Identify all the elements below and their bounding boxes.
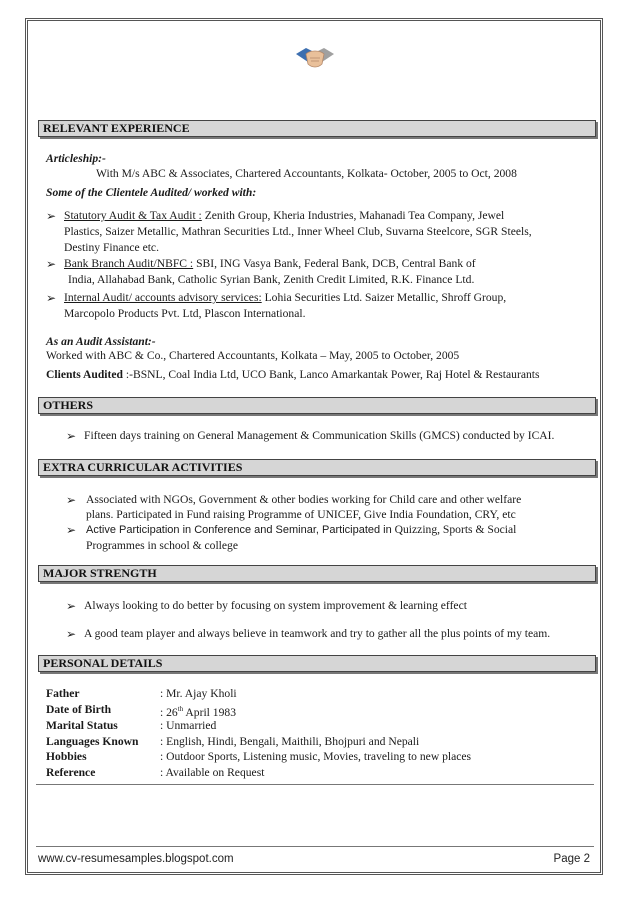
internal-audit-title: Internal Audit/ accounts advisory services: [64, 291, 262, 304]
articleship-label: Articleship:- [46, 152, 106, 165]
bank-audit-title: Bank Branch Audit/NBFC : [64, 257, 194, 270]
statutory-audit-line1: Zenith Group, Kheria Industries, Mahanadi Tea Company, Jewel [204, 209, 505, 222]
statutory-audit-line2: Plastics, Saizer Metallic, Mathran Securities Ltd., Inner Wheel Club, Suvarna Steelcore, SGR Steels, [64, 225, 532, 238]
dob-suffix: th [177, 705, 184, 713]
languages-label: Languages Known [46, 735, 139, 748]
articleship-detail: With M/s ABC & Associates, Chartered Accountants, Kolkata- October, 2005 to Oct, 2008 [96, 167, 517, 180]
section-personal-details: PERSONAL DETAILS [38, 655, 596, 672]
bank-audit-line2: India, Allahabad Bank, Catholic Syrian Bank, Zenith Credit Limited, R.K. Finance Ltd. [68, 273, 475, 286]
arrow-bullet-icon: ➢ [66, 493, 77, 507]
audit-assistant-detail: Worked with ABC & Co., Chartered Accountants, Kolkata – May, 2005 to October, 2005 [46, 349, 460, 362]
marital-value: : Unmarried [160, 719, 217, 732]
arrow-bullet-icon: ➢ [66, 627, 77, 641]
clients-audited [46, 367, 540, 383]
section-others: OTHERS [38, 397, 596, 414]
internal-audit-line1: Lohia Securities Ltd. Saizer Metallic, Shroff Group, [261, 291, 507, 304]
statutory-audit-title: Statutory Audit & Tax Audit : [64, 209, 202, 222]
arrow-bullet-icon: ➢ [46, 209, 57, 223]
footer [38, 853, 590, 865]
father-value: : Mr. Ajay Kholi [160, 687, 237, 700]
clientele-heading: Some of the Clientele Audited/ worked with: [46, 186, 257, 199]
reference-value: : Available on Request [160, 766, 265, 779]
extra-item2-part-b: Quizzing, Sports & Social [391, 523, 517, 536]
handshake-icon [294, 40, 336, 74]
footer-divider [36, 846, 594, 847]
father-label: Father [46, 687, 80, 700]
section-major-strength: MAJOR STRENGTH [38, 565, 596, 582]
arrow-bullet-icon: ➢ [46, 291, 57, 305]
hobbies-value: : Outdoor Sports, Listening music, Movies, traveling to new places [160, 750, 472, 763]
dob-month-year: April 1983 [183, 705, 236, 719]
section-extra-curricular: EXTRA CURRICULAR ACTIVITIES [38, 459, 596, 476]
section-divider [36, 784, 594, 785]
strength-item2: A good team player and always believe in teamwork and try to gather all the plus points of my team. [84, 627, 551, 640]
audit-assistant-label: As an Audit Assistant:- [46, 335, 156, 348]
arrow-bullet-icon: ➢ [66, 429, 77, 443]
extra-item1-line1: Associated with NGOs, Government & other bodies working for Child care and other welfare [86, 493, 522, 506]
marital-label: Marital Status [46, 719, 118, 732]
statutory-audit-line3: Destiny Finance etc. [64, 241, 159, 254]
extra-item1-line2: plans. Participated in Fund raising Programme of UNICEF, Give India Foundation, CRY, etc [86, 508, 516, 521]
reference-label: Reference [46, 766, 96, 779]
bank-audit-line1: SBI, ING Vasya Bank, Federal Bank, DCB, Central Bank of [196, 257, 476, 270]
internal-audit-line2: Marcopolo Products Pvt. Ltd, Plascon International. [64, 307, 306, 320]
arrow-bullet-icon: ➢ [46, 257, 57, 271]
dob-label: Date of Birth [46, 703, 112, 716]
arrow-bullet-icon: ➢ [66, 599, 77, 613]
extra-item2-line2: Programmes in school & college [86, 539, 238, 552]
page-number: Page 2 [553, 853, 590, 865]
bullet-statutory-audit [64, 208, 504, 224]
footer-url[interactable]: www.cv-resumesamples.blogspot.com [38, 853, 234, 865]
hobbies-label: Hobbies [46, 750, 87, 763]
languages-value: : English, Hindi, Bengali, Maithili, Bhojpuri and Nepali [160, 735, 420, 748]
arrow-bullet-icon: ➢ [66, 523, 77, 537]
others-item: Fifteen days training on General Management & Communication Skills (GMCS) conducted by ICAI. [84, 429, 555, 442]
bullet-bank-audit [64, 256, 476, 272]
extra-item2-part-a: Active Participation in Conference and Seminar, Participated in [86, 524, 392, 536]
section-relevant-experience: RELEVANT EXPERIENCE [38, 120, 596, 137]
bullet-internal-audit [64, 290, 506, 306]
clients-audited-label: Clients Audited [46, 368, 123, 381]
dob-day: : 26 [160, 705, 178, 719]
extra-item2-line1 [86, 522, 516, 538]
strength-item1: Always looking to do better by focusing on system improvement & learning effect [84, 599, 467, 612]
clients-audited-text: :-BSNL, Coal India Ltd, UCO Bank, Lanco Amarkantak Power, Raj Hotel & Restaurants [122, 368, 540, 381]
